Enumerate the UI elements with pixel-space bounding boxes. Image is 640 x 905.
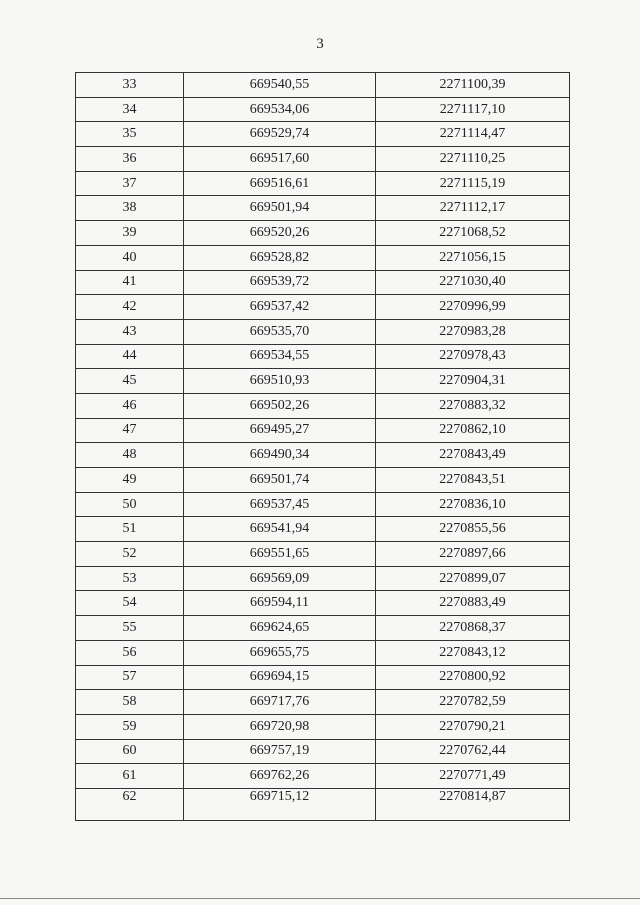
y-coordinate-cell: 2270771,49 xyxy=(376,764,570,789)
point-number-cell: 38 xyxy=(76,196,184,221)
point-number-cell: 60 xyxy=(76,739,184,764)
table-row xyxy=(76,295,570,320)
y-coordinate-cell: 2271068,52 xyxy=(376,221,570,246)
x-coordinate-cell: 669495,27 xyxy=(184,418,376,443)
x-coordinate-cell: 669520,26 xyxy=(184,221,376,246)
y-coordinate-cell: 2270996,99 xyxy=(376,295,570,320)
y-coordinate-cell: 2270800,92 xyxy=(376,665,570,690)
point-number-cell: 40 xyxy=(76,245,184,270)
x-coordinate-cell: 669534,06 xyxy=(184,97,376,122)
table-row xyxy=(76,517,570,542)
x-coordinate-cell: 669537,45 xyxy=(184,492,376,517)
point-number-cell: 42 xyxy=(76,295,184,320)
table-row xyxy=(76,196,570,221)
point-number-cell: 48 xyxy=(76,443,184,468)
table-row xyxy=(76,690,570,715)
point-number-cell: 49 xyxy=(76,468,184,493)
y-coordinate-cell: 2271115,19 xyxy=(376,171,570,196)
x-coordinate-cell: 669528,82 xyxy=(184,245,376,270)
y-coordinate-cell: 2270883,32 xyxy=(376,393,570,418)
point-number-cell: 39 xyxy=(76,221,184,246)
y-coordinate-cell: 2270855,56 xyxy=(376,517,570,542)
x-coordinate-cell: 669569,09 xyxy=(184,566,376,591)
x-coordinate-cell: 669537,42 xyxy=(184,295,376,320)
point-number-cell: 56 xyxy=(76,640,184,665)
table-row xyxy=(76,270,570,295)
y-coordinate-cell: 2271100,39 xyxy=(376,73,570,98)
point-number-cell: 34 xyxy=(76,97,184,122)
x-coordinate-cell: 669535,70 xyxy=(184,319,376,344)
table-row xyxy=(76,319,570,344)
y-coordinate-cell: 2270978,43 xyxy=(376,344,570,369)
point-number-cell: 45 xyxy=(76,369,184,394)
y-coordinate-cell: 2270762,44 xyxy=(376,739,570,764)
x-coordinate-cell: 669694,15 xyxy=(184,665,376,690)
y-coordinate-cell: 2270897,66 xyxy=(376,542,570,567)
y-coordinate-cell: 2271030,40 xyxy=(376,270,570,295)
x-coordinate-cell: 669502,26 xyxy=(184,393,376,418)
y-coordinate-cell: 2270983,28 xyxy=(376,319,570,344)
x-coordinate-cell: 669510,93 xyxy=(184,369,376,394)
x-coordinate-cell: 669516,61 xyxy=(184,171,376,196)
table-row xyxy=(76,393,570,418)
x-coordinate-cell: 669534,55 xyxy=(184,344,376,369)
point-number-cell: 53 xyxy=(76,566,184,591)
y-coordinate-cell: 2270862,10 xyxy=(376,418,570,443)
point-number-cell: 58 xyxy=(76,690,184,715)
table-row xyxy=(76,739,570,764)
x-coordinate-cell: 669529,74 xyxy=(184,122,376,147)
y-coordinate-cell: 2270899,07 xyxy=(376,566,570,591)
x-coordinate-cell: 669655,75 xyxy=(184,640,376,665)
x-coordinate-cell: 669539,72 xyxy=(184,270,376,295)
x-coordinate-cell: 669715,12 xyxy=(184,788,376,820)
table-row xyxy=(76,591,570,616)
table-row xyxy=(76,97,570,122)
y-coordinate-cell: 2270904,31 xyxy=(376,369,570,394)
table-row xyxy=(76,369,570,394)
point-number-cell: 61 xyxy=(76,764,184,789)
page-number: 3 xyxy=(316,36,324,52)
x-coordinate-cell: 669551,65 xyxy=(184,542,376,567)
point-number-cell: 36 xyxy=(76,147,184,172)
point-number-cell: 52 xyxy=(76,542,184,567)
point-number-cell: 55 xyxy=(76,616,184,641)
table-row xyxy=(76,468,570,493)
point-number-cell: 37 xyxy=(76,171,184,196)
point-number-cell: 46 xyxy=(76,393,184,418)
point-number-cell: 44 xyxy=(76,344,184,369)
table-row xyxy=(76,147,570,172)
table-row xyxy=(76,566,570,591)
y-coordinate-cell: 2270883,49 xyxy=(376,591,570,616)
point-number-cell: 59 xyxy=(76,714,184,739)
point-number-cell: 41 xyxy=(76,270,184,295)
point-number-cell: 57 xyxy=(76,665,184,690)
point-number-cell: 51 xyxy=(76,517,184,542)
x-coordinate-cell: 669490,34 xyxy=(184,443,376,468)
y-coordinate-cell: 2270843,12 xyxy=(376,640,570,665)
x-coordinate-cell: 669720,98 xyxy=(184,714,376,739)
point-number-cell: 43 xyxy=(76,319,184,344)
table-row xyxy=(76,764,570,789)
y-coordinate-cell: 2270790,21 xyxy=(376,714,570,739)
point-number-cell: 50 xyxy=(76,492,184,517)
table-row xyxy=(76,171,570,196)
y-coordinate-cell: 2271056,15 xyxy=(376,245,570,270)
x-coordinate-cell: 669501,74 xyxy=(184,468,376,493)
x-coordinate-cell: 669517,60 xyxy=(184,147,376,172)
coordinates-table xyxy=(75,72,570,821)
table-row xyxy=(76,714,570,739)
x-coordinate-cell: 669762,26 xyxy=(184,764,376,789)
table-row xyxy=(76,665,570,690)
x-coordinate-cell: 669540,55 xyxy=(184,73,376,98)
y-coordinate-cell: 2271117,10 xyxy=(376,97,570,122)
point-number-cell: 62 xyxy=(76,788,184,820)
table-row xyxy=(76,344,570,369)
table-row xyxy=(76,443,570,468)
y-coordinate-cell: 2270843,51 xyxy=(376,468,570,493)
y-coordinate-cell: 2270782,59 xyxy=(376,690,570,715)
table-row xyxy=(76,221,570,246)
table-row xyxy=(76,73,570,98)
x-coordinate-cell: 669541,94 xyxy=(184,517,376,542)
x-coordinate-cell: 669624,65 xyxy=(184,616,376,641)
table-row xyxy=(76,788,570,820)
x-coordinate-cell: 669501,94 xyxy=(184,196,376,221)
y-coordinate-cell: 2270836,10 xyxy=(376,492,570,517)
y-coordinate-cell: 2270843,49 xyxy=(376,443,570,468)
table-row xyxy=(76,492,570,517)
y-coordinate-cell: 2271112,17 xyxy=(376,196,570,221)
y-coordinate-cell: 2271114,47 xyxy=(376,122,570,147)
point-number-cell: 54 xyxy=(76,591,184,616)
y-coordinate-cell: 2270814,87 xyxy=(376,788,570,820)
point-number-cell: 35 xyxy=(76,122,184,147)
point-number-cell: 33 xyxy=(76,73,184,98)
x-coordinate-cell: 669594,11 xyxy=(184,591,376,616)
x-coordinate-cell: 669717,76 xyxy=(184,690,376,715)
table-row xyxy=(76,616,570,641)
coordinates-table-body xyxy=(76,73,570,821)
page-bottom-divider xyxy=(0,898,640,899)
table-row xyxy=(76,640,570,665)
point-number-cell: 47 xyxy=(76,418,184,443)
table-row xyxy=(76,418,570,443)
y-coordinate-cell: 2270868,37 xyxy=(376,616,570,641)
y-coordinate-cell: 2271110,25 xyxy=(376,147,570,172)
table-row xyxy=(76,122,570,147)
x-coordinate-cell: 669757,19 xyxy=(184,739,376,764)
table-row xyxy=(76,542,570,567)
table-row xyxy=(76,245,570,270)
